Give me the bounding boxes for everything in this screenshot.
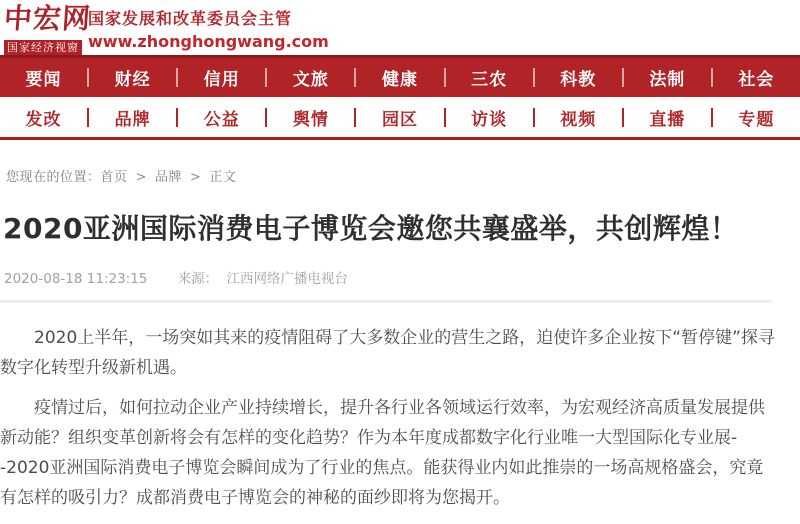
nav-item-wenlv[interactable]: 文旅 [292, 70, 329, 90]
nav-item-gongyi[interactable]: 公益 [203, 109, 240, 130]
article-meta [4, 267, 800, 287]
article-datetime: 2020-08-18 11:23:15 [4, 271, 148, 287]
breadcrumb [6, 166, 800, 185]
header-right [88, 9, 329, 52]
nav-item-yuanqu[interactable]: 园区 [381, 109, 418, 130]
article-source: 江西网络广播电视台 [226, 271, 348, 287]
nav-item-sannong[interactable]: 三农 [471, 70, 508, 90]
primary-nav [0, 58, 800, 97]
nav-item-jiankang[interactable]: 健康 [381, 70, 418, 90]
breadcrumb-home[interactable]: 首页 [100, 170, 128, 185]
breadcrumb-separator: > [135, 170, 147, 185]
nav-item-fazhi[interactable]: 法制 [649, 70, 686, 90]
source-label: 来源： [177, 271, 219, 287]
logo-tagline-badge: 国家经济视窗 [4, 40, 82, 55]
nav-item-kejiao[interactable]: 科教 [560, 70, 597, 90]
nav-item-fangtan[interactable]: 访谈 [471, 109, 508, 130]
logo-wordmark: 中宏网 [2, 2, 93, 35]
site-logo[interactable] [2, 2, 93, 55]
nav-item-caijing[interactable]: 财经 [114, 70, 151, 90]
breadcrumb-current: 正文 [209, 170, 237, 185]
secondary-nav [0, 97, 800, 140]
page-title: 2020亚洲国际消费电子博览会邀您共襄盛举，共创辉煌！ [3, 212, 739, 245]
article-divider [0, 300, 772, 303]
nav-item-zhuanti[interactable]: 专题 [738, 109, 775, 130]
nav-item-yaowen[interactable]: 要闻 [25, 70, 62, 90]
article-body [0, 323, 778, 513]
breadcrumb-label: 您现在的位置： [6, 170, 101, 185]
nav-item-zhibo[interactable]: 直播 [649, 109, 686, 130]
nav-item-shipin[interactable]: 视频 [560, 109, 597, 130]
website-url[interactable]: www.zhonghongwang.com [88, 32, 329, 51]
nav-item-xinyong[interactable]: 信用 [203, 70, 240, 90]
nav-item-shehui[interactable]: 社会 [738, 70, 775, 90]
supervisor-text: 国家发展和改革委员会主管 [88, 9, 293, 28]
breadcrumb-pinpai[interactable]: 品牌 [154, 170, 182, 185]
site-header [0, 0, 800, 55]
nav-item-yuqing[interactable]: 舆情 [292, 109, 329, 130]
article-paragraph: 2020上半年，一场突如其来的疫情阻碍了大多数企业的营生之路，迫使许多企业按下“暂停键”探寻数字化转型升级新机遇。 [0, 328, 775, 378]
nav-item-fagai[interactable]: 发改 [25, 109, 62, 130]
breadcrumb-separator: > [189, 170, 202, 185]
article-paragraph: 疫情过后，如何拉动企业产业持续增长，提升各行业各领域运行效率，为宏观经济高质量发展提供新动能？组织变革创新将会有怎样的变化趋势？作为本年度成都数字化行业唯一大型国际化专业展--2020亚洲国际消费电子博览会瞬间成为了行业的焦点。能获得业内如此推崇的一场高规格盛会，究竟有怎样的吸引力？成都消费电子博览会的神秘的面纱即将为您揭开。 [0, 398, 765, 508]
nav-item-pinpai[interactable]: 品牌 [114, 109, 151, 130]
